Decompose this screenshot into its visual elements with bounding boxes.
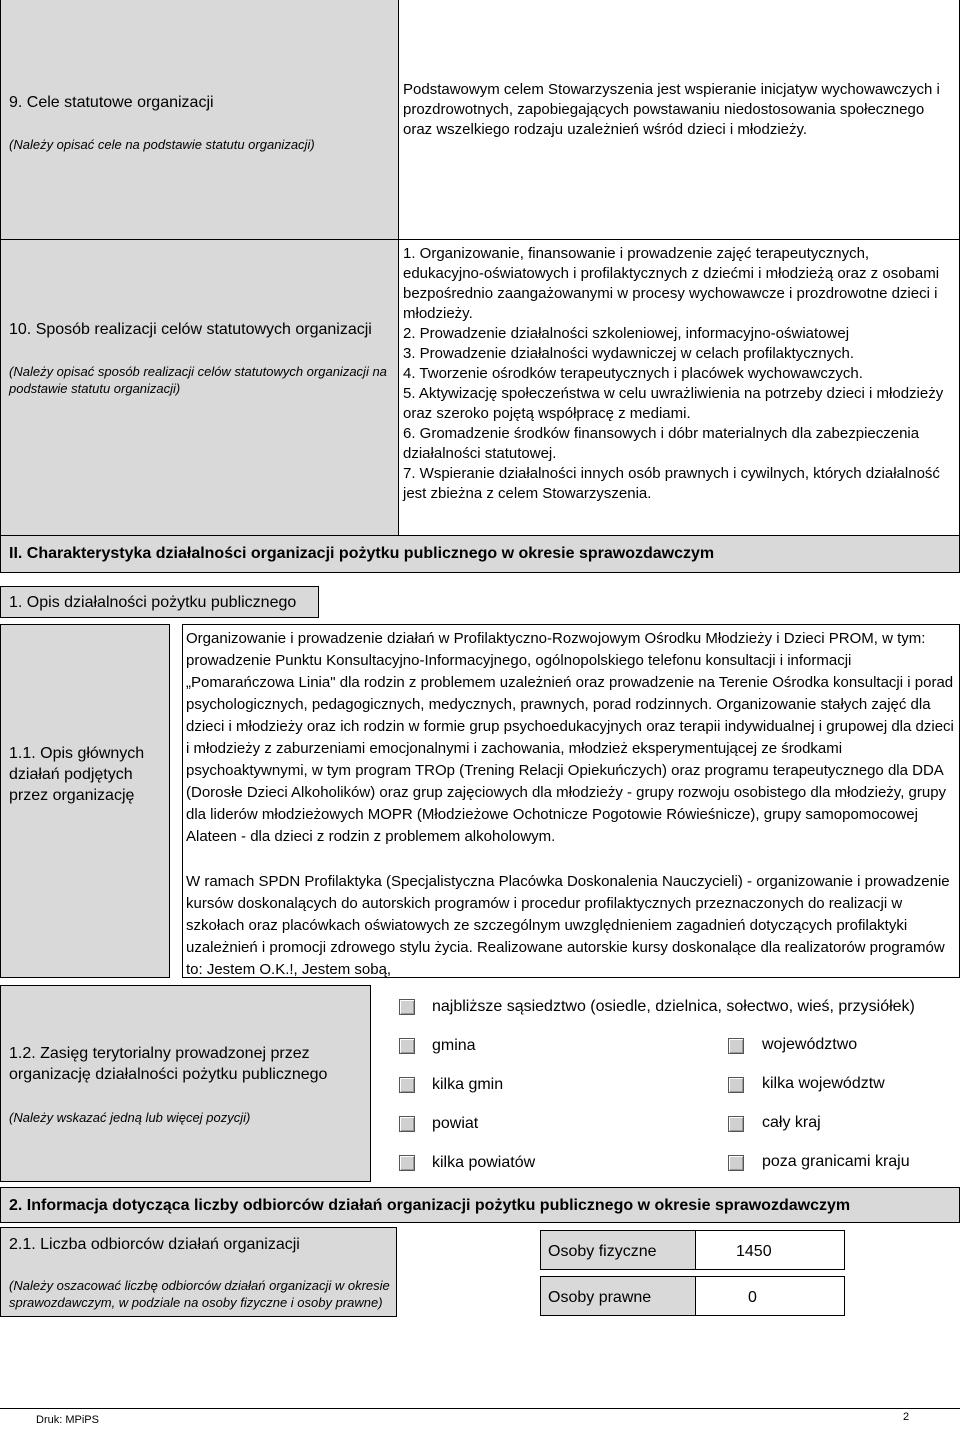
section9-label-cell [0, 0, 399, 240]
checkbox-kilka-powiatow[interactable] [399, 1155, 415, 1171]
list-item: 5. Aktywizację społeczeństwa w celu uwrażliwienia na potrzeby dzieci i młodzieży oraz szeroko pojętą współpracę z mediami. [403, 385, 944, 422]
section10-list [403, 244, 951, 504]
section9-label: 9. Cele statutowe organizacji [9, 94, 214, 111]
osoby-fizyczne-label: Osoby fizyczne [548, 1243, 657, 1260]
sub1-heading: 1. Opis działalności pożytku publicznego [9, 594, 297, 611]
option-label: poza granicami kraju [762, 1153, 910, 1170]
list-item: 6. Gromadzenie środków finansowych i dóbr materialnych dla zabezpieczenia działalności statutowej. [403, 425, 920, 462]
osoby-prawne-label: Osoby prawne [548, 1289, 652, 1306]
sub12-label: 1.2. Zasięg terytorialny prowadzonej przez organizację działalności pożytku publicznego [9, 1045, 328, 1083]
sub11-content-cell [182, 624, 960, 978]
osoby-fizyczne-label-cell [540, 1230, 696, 1270]
sub11-label: 1.1. Opis głównych działań podjętych przez organizację [9, 745, 145, 804]
page-number: 2 [903, 1411, 910, 1423]
list-item: 7. Wspieranie działalności innych osób prawnych i cywilnych, których działalność jest zbieżna z celem Stowarzyszenia. [403, 465, 940, 502]
list-item: 1. Organizowanie, finansowanie i prowadzenie zajęć terapeutycznych, edukacyjno-oświatowych i profilaktycznych z dziećmi i młodzieżą oraz z osobami bezpośrednio zaangażowanymi w procesy wychowawcze i prozdrowotne dzieci i młodzieży. [403, 245, 940, 322]
checkbox-poza-granicami-kraju[interactable] [728, 1155, 744, 1171]
section9-content-cell [398, 0, 960, 240]
sub21-label: 2.1. Liczba odbiorców działań organizacji [9, 1236, 300, 1253]
option-label: najbliższe sąsiedztwo (osiedle, dzielnica, sołectwo, wieś, przysiółek) [432, 998, 915, 1015]
list-item: 4. Tworzenie ośrodków terapeutycznych i placówek wychowawczych. [403, 365, 863, 382]
sub1-heading-cell [0, 586, 319, 618]
checkbox-gmina[interactable] [399, 1038, 415, 1054]
sub11-content-2: W ramach SPDN Profilaktyka (Specjalistyczna Placówka Doskonalenia Nauczycieli) - organizowanie i prowadzenie kursów doskonalących do autorskich programów i procedur profilaktycznych przeznaczonych do realizacji w szkołach oraz placówkach oświatowych ze szczególnym uwzględnieniem zagadnień dotyczących profilaktyki uzależnień i promocji zdrowego stylu życia. Realizowane autorskie kursy doskonalące dla realizatorów programów to: Jestem O.K.!, Jestem sobą, [186, 873, 950, 978]
footer-print: Druk: MPiPS [36, 1414, 99, 1426]
checkbox-wojewodztwo[interactable] [728, 1038, 744, 1054]
sub2-heading-cell [0, 1187, 960, 1223]
osoby-fizyczne-value-cell[interactable] [695, 1230, 845, 1270]
checkbox-najblizsze-sasiedztwo[interactable] [399, 999, 415, 1015]
option-label: cały kraj [762, 1114, 821, 1131]
sub11-content: Organizowanie i prowadzenie działań w Profilaktyczno-Rozwojowym Ośrodku Młodzieży i Dzieci PROM, w tym: prowadzenie Punktu Konsultacyjno-Informacyjnego, ogólnopolskiego telefonu konsultacji i informacji „Pomarańczowa Linia" dla rodzin z problemem uzależnień oraz prowadzenie na Terenie Ośrodka konsultacji i porad psychologicznych, pedagogicznych, medycznych, prawnych, porad rodzinnych. Organizowanie stałych zajęć dla dzieci i młodzieży oraz ich rodzin w formie grup psychoedukacyjnych oraz terapii indywidualnej i grupowej dla dzieci i młodzieży z zaburzeniami emocjonalnymi i zachowania, młodzież eksperymentującej ze środkami psychoaktywnymi, w tym program TROp (Trening Relacji Opiekuńczych) oraz programu terapeutycznego dla DDA (Dorosłe Dzieci Alkoholików) oraz grup zajęciowych dla młodzieży - grupy rozwoju osobistego dla młodzieży, grupy dla liderów młodzieżowych MOPR (Młodzieżowe Ochotnicze Pogotowie Rówieśnicze), grupy samopomocowej Alateen - dla dzieci z rodzin z problemem alkoholowym. [186, 630, 954, 845]
checkbox-kilka-wojewodztw[interactable] [728, 1077, 744, 1093]
section9-hint: (Należy opisać cele na podstawie statutu organizacji) [9, 137, 315, 152]
sub11-label-cell [0, 624, 170, 978]
section10-content-cell [398, 239, 960, 536]
option-label: kilka gmin [432, 1076, 504, 1093]
checkbox-caly-kraj[interactable] [728, 1116, 744, 1132]
osoby-fizyczne-value: 1450 [736, 1243, 772, 1260]
sub21-label-cell [0, 1227, 397, 1317]
section10-label-cell [0, 239, 399, 536]
osoby-prawne-value-cell[interactable] [695, 1276, 845, 1316]
option-label: kilka powiatów [432, 1154, 536, 1171]
sub12-label-cell [0, 985, 371, 1182]
section-II-heading: II. Charakterystyka działalności organizacji pożytku publicznego w okresie sprawozdawczym [9, 545, 715, 562]
list-item: 3. Prowadzenie działalności wydawniczej w celach profilaktycznych. [403, 345, 855, 362]
section10-label: 10. Sposób realizacji celów statutowych organizacji [9, 321, 372, 338]
sub12-hint: (Należy wskazać jedną lub więcej pozycji) [9, 1110, 251, 1125]
list-item: 2. Prowadzenie działalności szkoleniowej, informacyjno-oświatowej [403, 325, 850, 342]
option-label: gmina [432, 1037, 476, 1054]
section10-hint: (Należy opisać sposób realizacji celów statutowych organizacji na podstawie statutu organizacji) [9, 364, 387, 396]
option-label: kilka województw [762, 1075, 885, 1092]
osoby-prawne-value: 0 [748, 1289, 757, 1306]
option-label: województwo [762, 1036, 858, 1053]
section-II-heading-cell [0, 535, 960, 573]
osoby-prawne-label-cell [540, 1276, 696, 1316]
checkbox-powiat[interactable] [399, 1116, 415, 1132]
option-label: powiat [432, 1115, 479, 1132]
checkbox-kilka-gmin[interactable] [399, 1077, 415, 1093]
sub2-heading: 2. Informacja dotycząca liczby odbiorców działań organizacji pożytku publicznego w okresie sprawozdawczym [9, 1197, 851, 1214]
sub21-hint: (Należy oszacować liczbę odbiorców działań organizacji w okresie sprawozdawczym, w podziale na osoby fizyczne i osoby prawne) [9, 1278, 390, 1310]
section9-content: Podstawowym celem Stowarzyszenia jest wspieranie inicjatyw wychowawczych i prozdrowotnych, zapobiegających powstawaniu niedostosowania społecznego oraz wszelkiego rodzaju uzależnień wśród dzieci i młodzieży. [403, 81, 940, 138]
footer-rule [0, 1408, 960, 1409]
